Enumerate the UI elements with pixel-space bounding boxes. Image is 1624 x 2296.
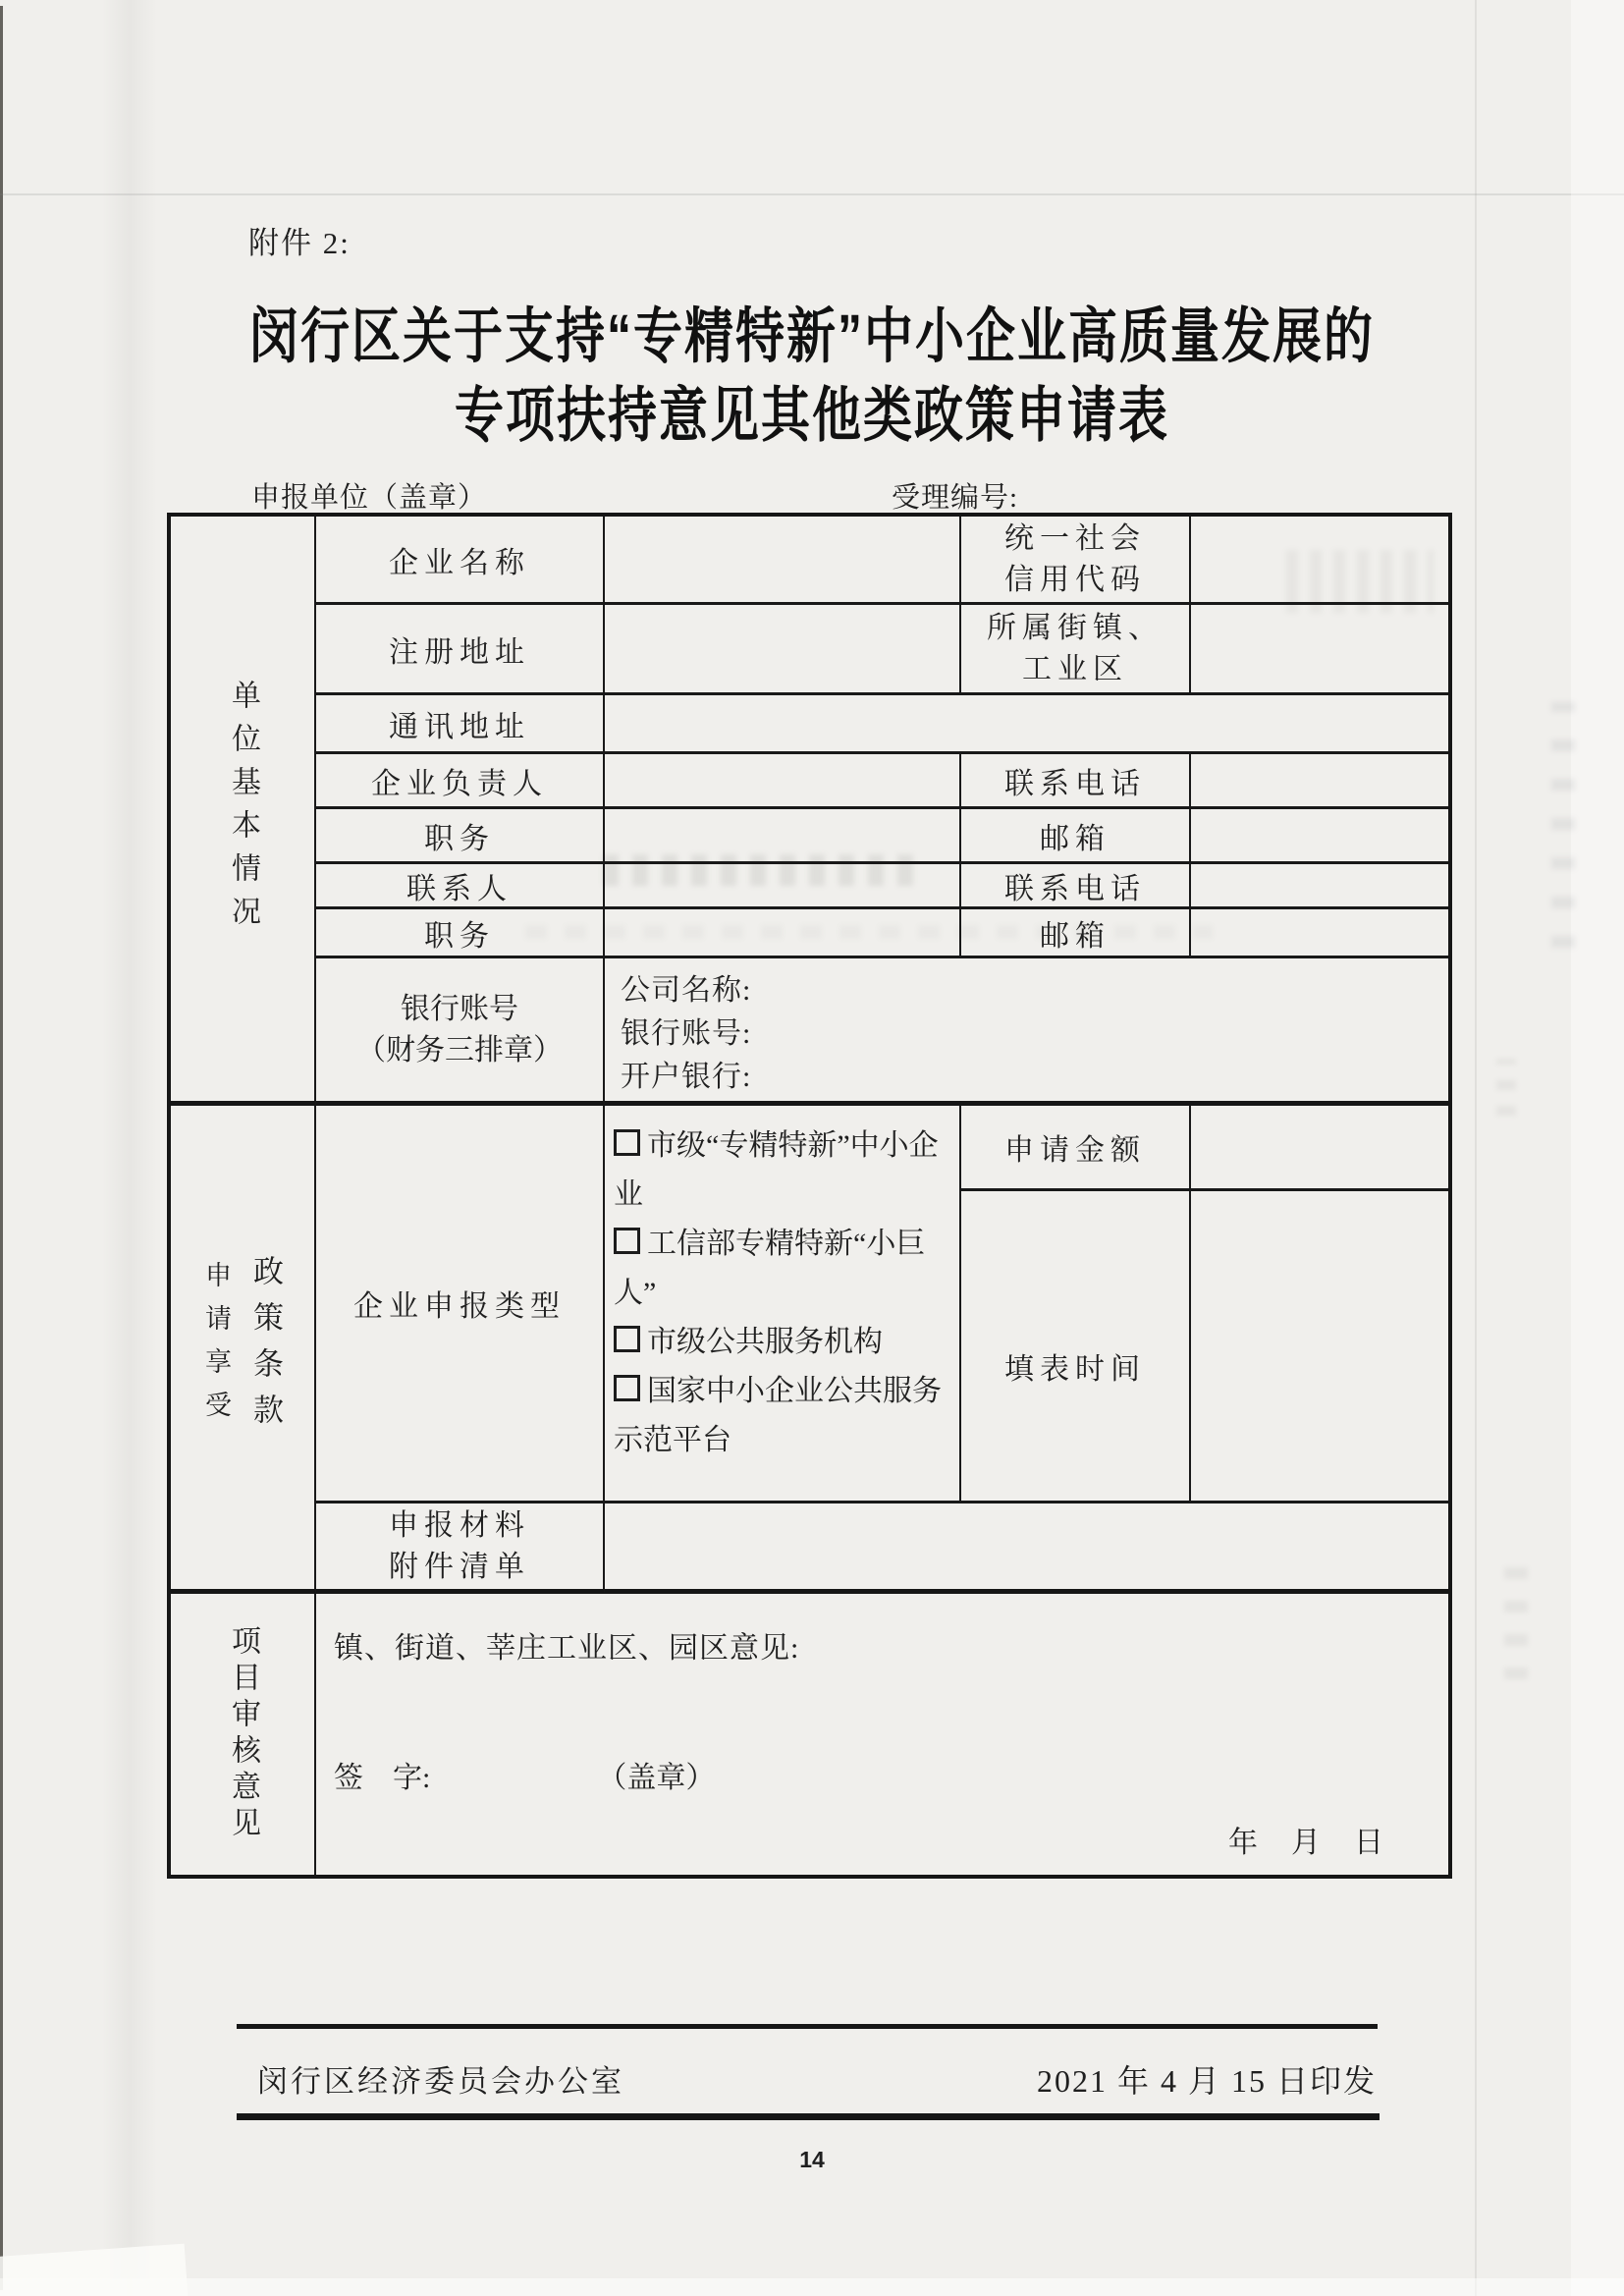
credit-code-line1: 统一社会 — [1004, 521, 1146, 555]
leader-email-value-cell — [1191, 809, 1448, 864]
policy-option-3-label: 市级公共服务机构 — [647, 1326, 883, 1358]
materials-line2: 附件清单 — [389, 1550, 530, 1583]
fill-date-value-cell — [1191, 1191, 1448, 1503]
credit-code-value-cell — [1191, 517, 1448, 605]
materials-list-label — [316, 1503, 605, 1594]
town-line1: 所属街镇、 — [987, 611, 1164, 644]
month-label: 月 — [1291, 1827, 1321, 1859]
contact-email-label — [961, 909, 1191, 958]
review-opinion-label: 镇、街道、莘庄工业区、园区意见: — [334, 1632, 800, 1665]
checkbox-unchecked-icon — [614, 1326, 640, 1352]
town-value-cell — [1191, 605, 1448, 695]
scan-artifact — [1504, 1561, 1528, 1679]
town-label-lines — [987, 608, 1164, 690]
leader-duty-value-cell — [605, 809, 961, 864]
contact-duty-label — [316, 909, 605, 958]
company-name-value-cell — [605, 517, 961, 605]
registered-address-label — [316, 605, 605, 695]
policy-option-1-label: 市级“专精特新”中小企业 — [614, 1129, 939, 1211]
leader-phone-value-cell — [1191, 754, 1448, 809]
registered-address-label-text: 注册地址 — [389, 635, 530, 669]
bank-account-line1: 银行账号 — [401, 992, 518, 1025]
footer-rule-bottom — [237, 2113, 1380, 2120]
checkbox-unchecked-icon — [614, 1129, 640, 1156]
town-label — [961, 605, 1191, 695]
contact-phone-value-cell — [1191, 864, 1448, 909]
materials-list-value-cell — [605, 1503, 1448, 1594]
scan-artifact — [0, 193, 1624, 195]
contact-label — [316, 864, 605, 909]
footer-print-date: 2021 年 4 月 15 日印发 — [1036, 2063, 1377, 2099]
section-policy-label-right: 政策条款 — [248, 1255, 283, 1440]
fill-date-label — [961, 1191, 1191, 1503]
contact-phone-label-text: 联系电话 — [1004, 872, 1146, 905]
page-number: 14 — [799, 2147, 825, 2172]
scan-artifact — [0, 2244, 189, 2296]
applicant-unit-label: 申报单位（盖章） — [251, 482, 488, 514]
credit-code-label-lines — [1004, 519, 1146, 601]
fill-date-label-text: 填表时间 — [1004, 1352, 1146, 1386]
review-opinion-cell — [316, 1594, 1448, 1875]
bank-account-value-cell — [605, 958, 1448, 1106]
document-title — [0, 297, 1624, 455]
mailing-address-label — [316, 695, 605, 754]
leader-duty-label — [316, 809, 605, 864]
section-basic-info-label: 单位基本情况 — [227, 679, 259, 939]
registered-address-value-cell — [605, 605, 961, 695]
bank-opening-bank-field: 开户银行: — [621, 1060, 752, 1093]
bank-company-name-field: 公司名称: — [621, 973, 752, 1007]
scan-artifact — [1496, 1059, 1516, 1116]
application-amount-value-cell — [1191, 1106, 1448, 1191]
credit-code-label — [961, 517, 1191, 605]
leader-value-cell — [605, 754, 961, 809]
scan-artifact — [0, 2278, 1624, 2296]
contact-email-label-text: 邮箱 — [1040, 919, 1110, 953]
footer-rule-top — [237, 2024, 1378, 2029]
section-policy — [171, 1106, 316, 1594]
review-sign-row — [334, 1753, 715, 1796]
leader-email-label — [961, 809, 1191, 864]
contact-value-cell — [605, 864, 961, 909]
document-title-line1: 闵行区关于支持“专精特新”中小企业高质量发展的 — [249, 302, 1375, 370]
company-name-label-text: 企业名称 — [389, 546, 530, 579]
mailing-address-value-cell — [605, 695, 1448, 754]
contact-label-text: 联系人 — [406, 872, 513, 905]
leader-phone-label-text: 联系电话 — [1004, 767, 1146, 800]
contact-phone-label — [961, 864, 1191, 909]
leader-label — [316, 754, 605, 809]
leader-email-label-text: 邮箱 — [1040, 822, 1110, 855]
scan-artifact — [1551, 702, 1575, 948]
leader-label-text: 企业负责人 — [371, 767, 548, 800]
acceptance-number-label: 受理编号: — [892, 482, 1019, 514]
section-review — [171, 1594, 316, 1875]
day-label: 日 — [1354, 1827, 1383, 1859]
section-policy-label — [197, 1255, 288, 1440]
town-line2: 工业区 — [1022, 652, 1128, 685]
bank-account-label-lines — [356, 989, 563, 1071]
credit-code-line2: 信用代码 — [1004, 563, 1146, 596]
leader-duty-label-text: 职务 — [424, 822, 495, 855]
declaration-type-label — [316, 1106, 605, 1503]
application-amount-label-text: 申请金额 — [1004, 1134, 1146, 1167]
attachment-label: 附件 2: — [248, 226, 351, 260]
seal-label: （盖章） — [597, 1762, 716, 1794]
year-label: 年 — [1228, 1827, 1258, 1859]
application-amount-label — [961, 1106, 1191, 1191]
materials-list-label-lines — [389, 1505, 530, 1588]
contact-duty-value-cell — [605, 909, 961, 958]
declaration-type-label-text: 企业申报类型 — [353, 1290, 566, 1323]
bank-account-number-field: 银行账号: — [621, 1016, 752, 1050]
policy-option-2 — [614, 1220, 951, 1318]
bank-account-line2: （财务三排章） — [356, 1033, 563, 1066]
bank-account-label — [316, 958, 605, 1106]
application-form-table — [167, 513, 1452, 1879]
document-title-line2: 专项扶持意见其他类政策申请表 — [455, 381, 1169, 449]
contact-email-value-cell — [1191, 909, 1448, 958]
footer-office-name: 闵行区经济委员会办公室 — [257, 2064, 624, 2099]
section-policy-label-left: 申请享受 — [201, 1261, 231, 1434]
policy-option-1 — [614, 1121, 951, 1220]
materials-line1: 申报材料 — [389, 1508, 530, 1542]
policy-option-4 — [614, 1367, 951, 1465]
section-basic-info — [171, 517, 316, 1106]
checkbox-unchecked-icon — [614, 1375, 640, 1401]
contact-duty-label-text: 职务 — [424, 919, 495, 953]
review-date-row — [1228, 1818, 1383, 1861]
signature-label: 签 字: — [334, 1762, 431, 1794]
company-name-label — [316, 517, 605, 605]
mailing-address-label-text: 通讯地址 — [389, 710, 530, 743]
declaration-type-options-cell — [605, 1106, 961, 1503]
checkbox-unchecked-icon — [614, 1228, 640, 1254]
section-review-label: 项目审核意见 — [227, 1625, 259, 1843]
policy-option-2-label: 工信部专精特新“小巨人” — [614, 1228, 926, 1309]
policy-option-3 — [614, 1318, 951, 1367]
policy-option-4-label: 国家中小企业公共服务示范平台 — [614, 1375, 942, 1456]
leader-phone-label — [961, 754, 1191, 809]
